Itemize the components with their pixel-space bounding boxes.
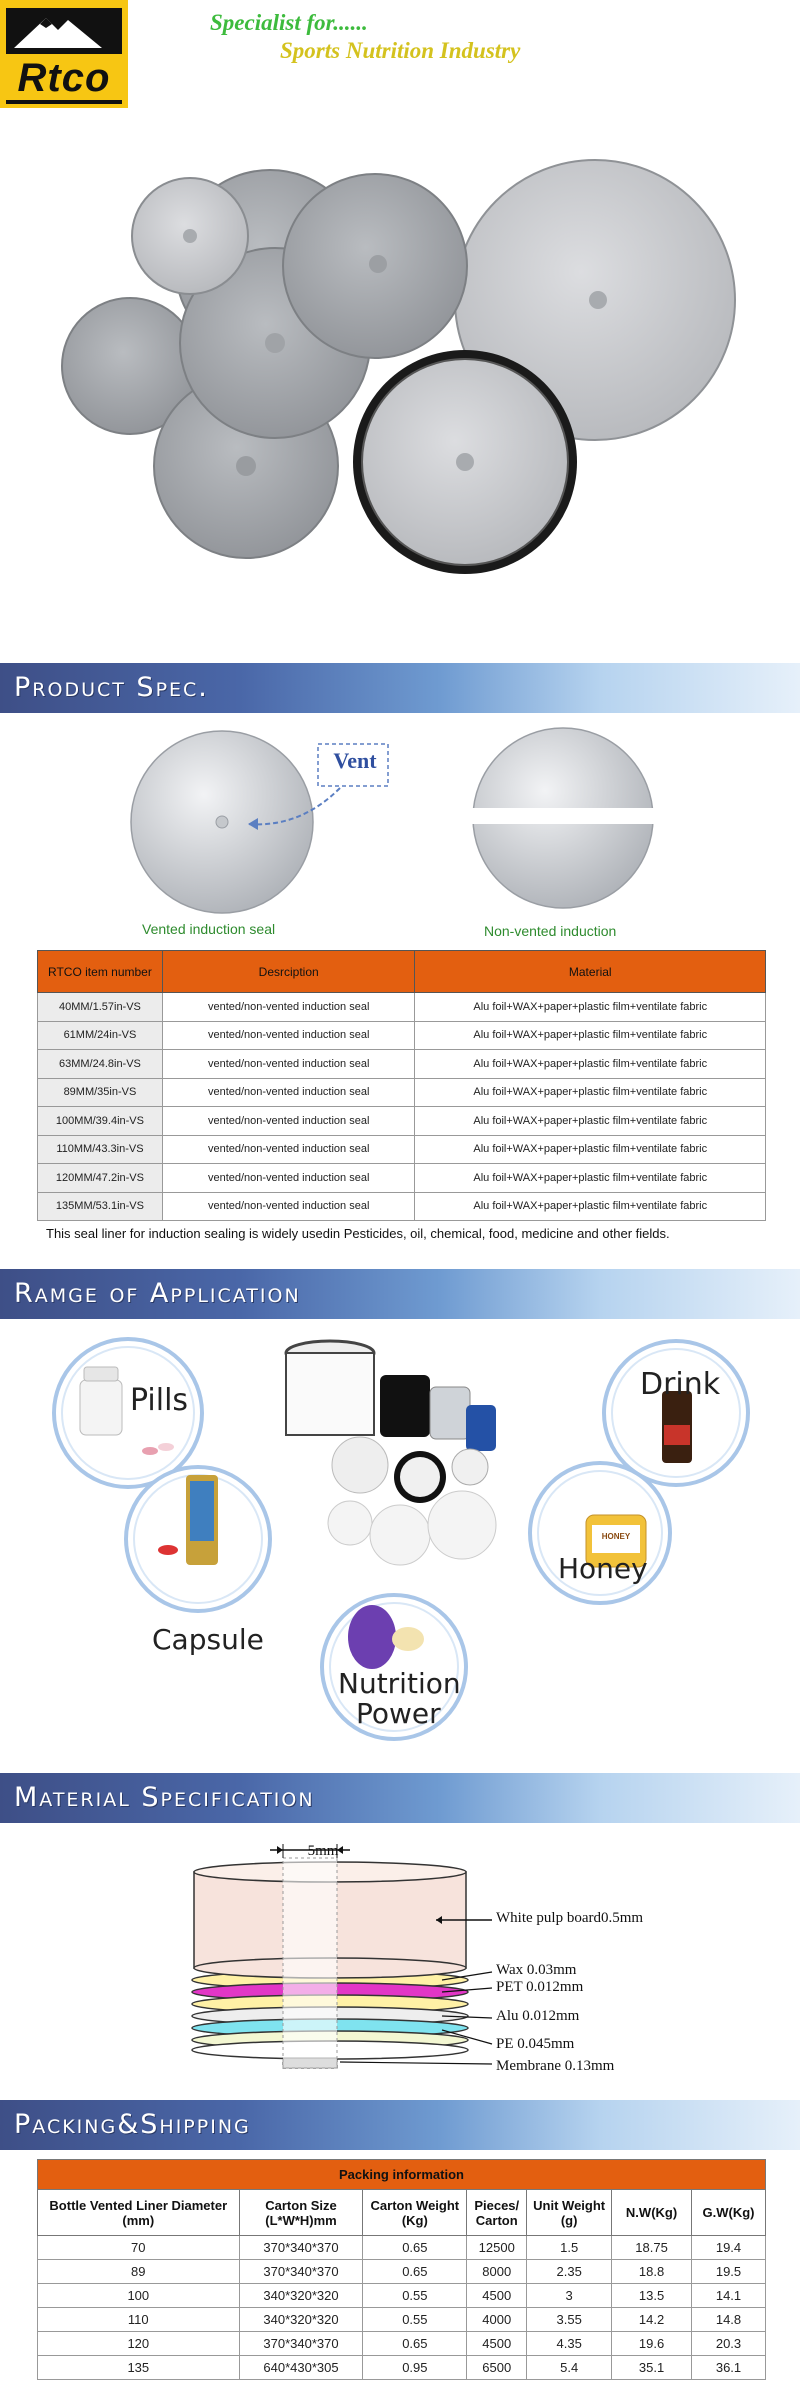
table-header: RTCO item number [38,951,163,993]
layer-label: PET 0.012mm [496,1979,584,1995]
table-header: Carton Size (L*W*H)mm [239,2190,363,2236]
cell: 36.1 [692,2356,766,2380]
cell: 18.8 [612,2260,692,2284]
table-row [38,993,766,1022]
table-row [38,1164,766,1193]
table-row [38,2260,766,2284]
cell: 100 [38,2284,240,2308]
description: vented/non-vented induction seal [162,1021,415,1050]
cell: 14.2 [612,2308,692,2332]
cell: 13.5 [612,2284,692,2308]
cell: 14.1 [692,2284,766,2308]
table-row [38,1192,766,1221]
table-header: Pieces/ Carton [467,2190,527,2236]
non-vented-caption: Non-vented induction [484,923,617,939]
cell: 640*430*305 [239,2356,363,2380]
item-number: 63MM/24.8in-VS [38,1050,163,1079]
description: vented/non-vented induction seal [162,1078,415,1107]
honey-jar-label: HONEY [601,1532,631,1541]
description: vented/non-vented induction seal [162,1192,415,1221]
nutrition-label: Nutrition [338,1667,461,1700]
power-label: Power [356,1697,441,1730]
item-number: 100MM/39.4in-VS [38,1107,163,1136]
material: Alu foil+WAX+paper+plastic film+ventilate fabric [415,1021,766,1050]
cell: 3.55 [527,2308,612,2332]
cell: 0.55 [363,2284,467,2308]
honey-label: Honey [558,1552,648,1585]
table-row [38,1021,766,1050]
table-row [38,2284,766,2308]
description: vented/non-vented induction seal [162,1135,415,1164]
cell: 19.4 [692,2236,766,2260]
cell: 370*340*370 [239,2236,363,2260]
spec-note: This seal liner for induction sealing is widely usedin Pesticides, oil, chemical, food, medicine and other fields. [46,1226,670,1241]
description: vented/non-vented induction seal [162,1164,415,1193]
layer-diagram [180,1840,500,2080]
cell: 6500 [467,2356,527,2380]
table-row [38,2236,766,2260]
vent-label: Vent [333,748,377,773]
capsule-label: Capsule [152,1623,264,1656]
section-title: Ramge of Application [14,1278,301,1309]
table-header: Desrciption [162,951,415,993]
mountain-icon [6,8,122,54]
seal-comparison-image [0,720,800,950]
material: Alu foil+WAX+paper+plastic film+ventilate fabric [415,1107,766,1136]
cell: 89 [38,2260,240,2284]
table-row [38,1107,766,1136]
cell: 19.6 [612,2332,692,2356]
table-header: N.W(Kg) [612,2190,692,2236]
table-row [38,1050,766,1079]
cell: 110 [38,2308,240,2332]
item-number: 61MM/24in-VS [38,1021,163,1050]
material: Alu foil+WAX+paper+plastic film+ventilate fabric [415,1135,766,1164]
description: vented/non-vented induction seal [162,1050,415,1079]
table-row [38,2308,766,2332]
table-row [38,1135,766,1164]
table-row [38,2332,766,2356]
section-banner-application [0,1269,800,1319]
hero-seals-image [0,100,800,620]
material: Alu foil+WAX+paper+plastic film+ventilate fabric [415,1050,766,1079]
packing-table [37,2159,766,2380]
cell: 12500 [467,2236,527,2260]
cell: 0.65 [363,2236,467,2260]
drink-label: Drink [640,1367,721,1402]
cell: 20.3 [692,2332,766,2356]
item-number: 135MM/53.1in-VS [38,1192,163,1221]
product-spec-table [37,950,766,1221]
table-header: Unit Weight (g) [527,2190,612,2236]
cell: 340*320*320 [239,2308,363,2332]
section-banner-material [0,1773,800,1823]
cell: 5.4 [527,2356,612,2380]
cell: 4500 [467,2284,527,2308]
item-number: 110MM/43.3in-VS [38,1135,163,1164]
table-row [38,1078,766,1107]
cell: 2.35 [527,2260,612,2284]
vented-caption: Vented induction seal [142,921,276,937]
cell: 19.5 [692,2260,766,2284]
layer-label: White pulp board0.5mm [496,1910,644,1926]
material: Alu foil+WAX+paper+plastic film+ventilate fabric [415,1192,766,1221]
item-number: 120MM/47.2in-VS [38,1164,163,1193]
table-header: G.W(Kg) [692,2190,766,2236]
capsule-bubble [126,1467,270,1611]
cell: 70 [38,2236,240,2260]
cell: 4500 [467,2332,527,2356]
layer-label: Membrane 0.13mm [496,2058,615,2074]
table-header-row [38,951,766,993]
cell: 35.1 [612,2356,692,2380]
section-title: Packing&Shipping [14,2109,251,2140]
cell: 370*340*370 [239,2260,363,2284]
item-number: 89MM/35in-VS [38,1078,163,1107]
cell: 1.5 [527,2236,612,2260]
tagline-2: Sports Nutrition Industry [280,38,521,63]
table-header: Material [415,951,766,993]
brand-logo [0,0,128,108]
cell: 0.65 [363,2332,467,2356]
cell: 4000 [467,2308,527,2332]
item-number: 40MM/1.57in-VS [38,993,163,1022]
layer-label: Wax 0.03mm [496,1962,577,1978]
table-header-row [38,2190,766,2236]
cell: 370*340*370 [239,2332,363,2356]
layer-label: Alu 0.012mm [496,2008,580,2024]
table-header: Bottle Vented Liner Diameter (mm) [38,2190,240,2236]
containers-photo [286,1341,496,1565]
cell: 120 [38,2332,240,2356]
section-title: Product Spec. [14,672,209,703]
section-title: Material Specification [14,1782,315,1813]
cell: 0.55 [363,2308,467,2332]
packing-table-title: Packing information [38,2160,766,2190]
cell: 8000 [467,2260,527,2284]
width-label: 5mm [307,1843,339,1859]
section-banner-packing [0,2100,800,2150]
tagline-1: Specialist for...... [210,10,368,35]
cell: 0.95 [363,2356,467,2380]
table-header: Carton Weight (Kg) [363,2190,467,2236]
section-banner-product-spec [0,663,800,713]
drink-bubble [604,1341,748,1485]
material: Alu foil+WAX+paper+plastic film+ventilate fabric [415,1164,766,1193]
description: vented/non-vented induction seal [162,993,415,1022]
material: Alu foil+WAX+paper+plastic film+ventilate fabric [415,993,766,1022]
pills-label: Pills [130,1383,189,1418]
cell: 18.75 [612,2236,692,2260]
description: vented/non-vented induction seal [162,1107,415,1136]
cell: 4.35 [527,2332,612,2356]
cell: 340*320*320 [239,2284,363,2308]
logo-text: Rtco [17,56,111,100]
cell: 135 [38,2356,240,2380]
layer-label: PE 0.045mm [496,2036,575,2052]
table-row [38,2356,766,2380]
cell: 0.65 [363,2260,467,2284]
material: Alu foil+WAX+paper+plastic film+ventilate fabric [415,1078,766,1107]
cell: 14.8 [692,2308,766,2332]
cell: 3 [527,2284,612,2308]
